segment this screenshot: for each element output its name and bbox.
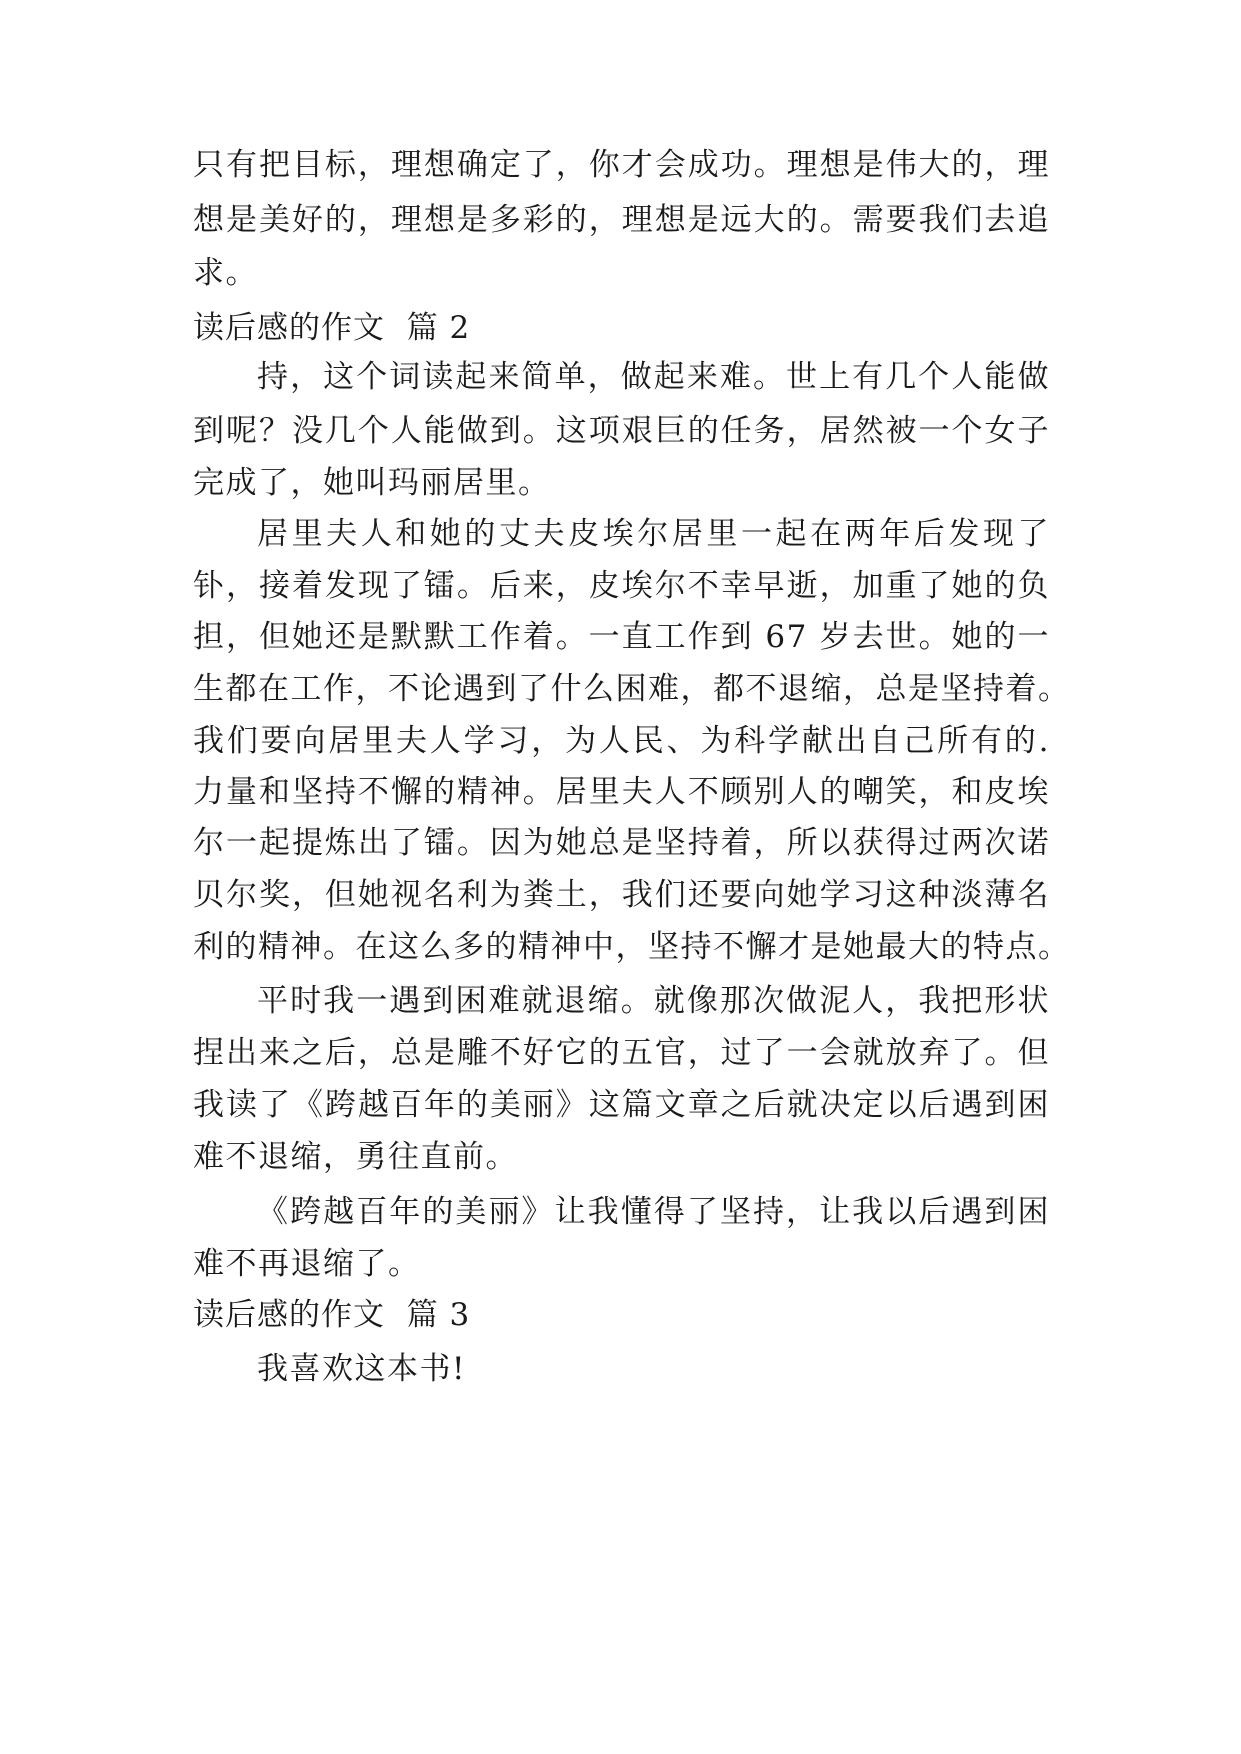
text-line: 想是美好的，理想是多彩的，理想是远大的。需要我们去追 xyxy=(193,202,1050,238)
text-line: 难不退缩，勇往直前。 xyxy=(193,1139,518,1175)
section2-heading: 读后感的作文 篇 2 xyxy=(193,310,471,346)
text-line: 尔一起提炼出了镭。因为她总是坚持着，所以获得过两次诺 xyxy=(193,825,1050,861)
text-line: 生都在工作，不论遇到了什么困难，都不退缩，总是坚持着。 xyxy=(193,671,1071,707)
text-line: 难不再退缩了。 xyxy=(193,1246,421,1282)
text-line: 《跨越百年的美丽》让我懂得了坚持，让我以后遇到困 xyxy=(257,1194,1050,1230)
text-line: 捏出来之后，总是雕不好它的五官，过了一会就放弃了。但 xyxy=(193,1035,1050,1071)
text-line: 我读了《跨越百年的美丽》这篇文章之后就决定以后遇到困 xyxy=(193,1087,1050,1123)
text-line: 完成了，她叫玛丽居里。 xyxy=(193,465,551,501)
text-line: 持，这个词读起来简单，做起来难。世上有几个人能做 xyxy=(257,359,1050,395)
text-line: 求。 xyxy=(193,255,258,291)
text-line: 我喜欢这本书! xyxy=(257,1351,466,1387)
text-line: 利的精神。在这么多的精神中，坚持不懈才是她最大的特点。 xyxy=(193,929,1071,965)
text-line: 到呢？没几个人能做到。这项艰巨的任务，居然被一个女子 xyxy=(193,413,1050,449)
text-line: 只有把目标，理想确定了，你才会成功。理想是伟大的，理 xyxy=(193,147,1050,183)
text-line: 我们要向居里夫人学习，为人民、为科学献出自己所有的. xyxy=(193,723,1050,759)
text-line: 贝尔奖，但她视名利为粪土，我们还要向她学习这种淡薄名 xyxy=(193,877,1050,913)
text-line: 钋，接着发现了镭。后来，皮埃尔不幸早逝，加重了她的负 xyxy=(193,568,1050,604)
text-line: 力量和坚持不懈的精神。居里夫人不顾别人的嘲笑，和皮埃 xyxy=(193,774,1050,810)
text-line: 平时我一遇到困难就退缩。就像那次做泥人，我把形状 xyxy=(257,983,1050,1019)
document-page xyxy=(193,0,1071,1754)
section3-heading: 读后感的作文 篇 3 xyxy=(193,1297,471,1333)
text-line: 居里夫人和她的丈夫皮埃尔居里一起在两年后发现了 xyxy=(257,516,1050,552)
text-line: 担，但她还是默默工作着。一直工作到 67 岁去世。她的一 xyxy=(193,619,1050,655)
